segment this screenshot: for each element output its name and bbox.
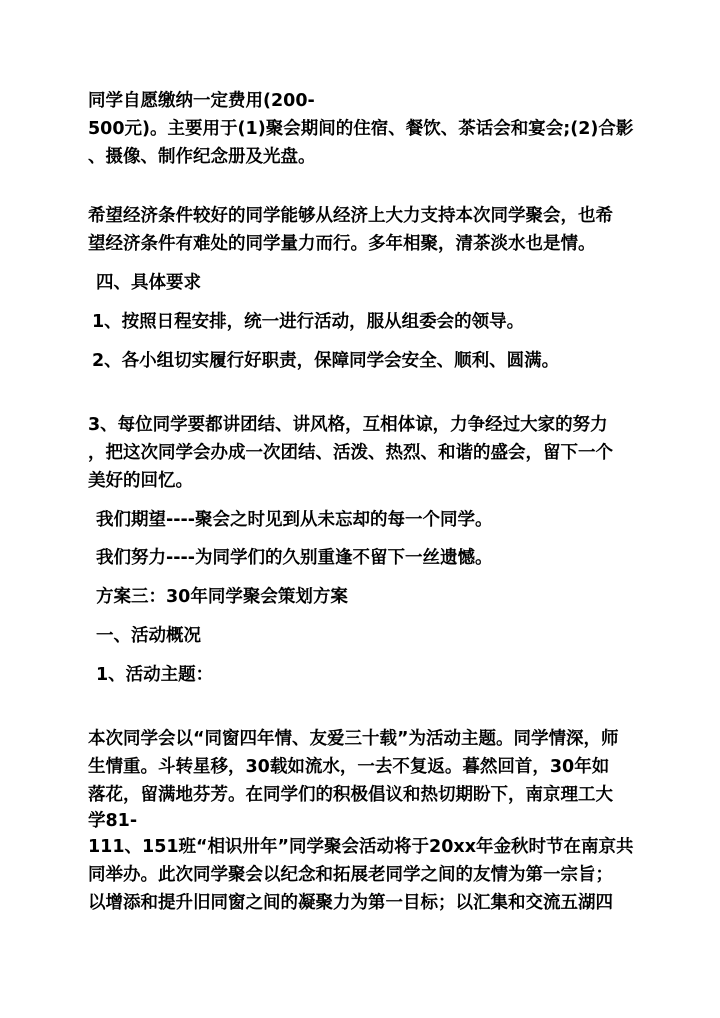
text-line: 望经济条件有难处的同学量力而行。多年相聚，清茶淡水也是情。 — [88, 234, 596, 254]
text-line: 同学自愿缴纳一定费用(200- — [88, 91, 315, 111]
text-line: 学81- — [88, 811, 138, 831]
section-heading: 方案三：30年同学聚会策划方案 — [96, 587, 348, 607]
text-line: 落花，留满地芬芳。在同学们的积极倡议和热切期盼下，南京理工大 — [88, 785, 613, 805]
section-heading: 四、具体要求 — [96, 273, 201, 293]
text-line: 我们努力----为同学们的久别重逢不留下一丝遗憾。 — [96, 548, 493, 568]
section-heading: 1、活动主题： — [96, 665, 214, 685]
list-item: 1、按照日程安排，统一进行活动，服从组委会的领导。 — [92, 312, 525, 332]
section-heading: 一、活动概况 — [96, 626, 201, 646]
list-item: 2、各小组切实履行好职责，保障同学会安全、顺利、圆满。 — [92, 351, 560, 371]
text-line: ，把这次同学会办成一次团结、活泼、热烈、和谐的盛会，留下一个 — [88, 443, 613, 463]
text-line: 生情重。斗转星移，30载如流水，一去不复返。暮然回首，30年如 — [88, 757, 610, 777]
text-line: 希望经济条件较好的同学能够从经济上大力支持本次同学聚会，也希 — [88, 206, 613, 226]
text-line: 、摄像、制作纪念册及光盘。 — [88, 147, 316, 167]
list-item: 3、每位同学要都讲团结、讲风格，互相体谅，力争经过大家的努力 — [88, 415, 608, 435]
text-line: 500元)。主要用于(1)聚会期间的住宿、餐饮、茶话会和宴会;(2)合影 — [88, 119, 634, 139]
text-line: 以增添和提升旧同窗之间的凝聚力为第一目标；以汇集和交流五湖四 — [88, 893, 613, 913]
text-line: 同举办。此次同学聚会以纪念和拓展老同学之间的友情为第一宗旨； — [88, 865, 613, 885]
text-line: 本次同学会以“同窗四年情、友爱三十载”为活动主题。同学情深，师 — [88, 729, 619, 749]
text-line: 我们期望----聚会之时见到从未忘却的每一个同学。 — [96, 510, 493, 530]
text-line: 111、151班“相识卅年”同学聚会活动将于20xx年金秋时节在南京共 — [88, 837, 634, 857]
text-line: 美好的回忆。 — [88, 471, 193, 491]
